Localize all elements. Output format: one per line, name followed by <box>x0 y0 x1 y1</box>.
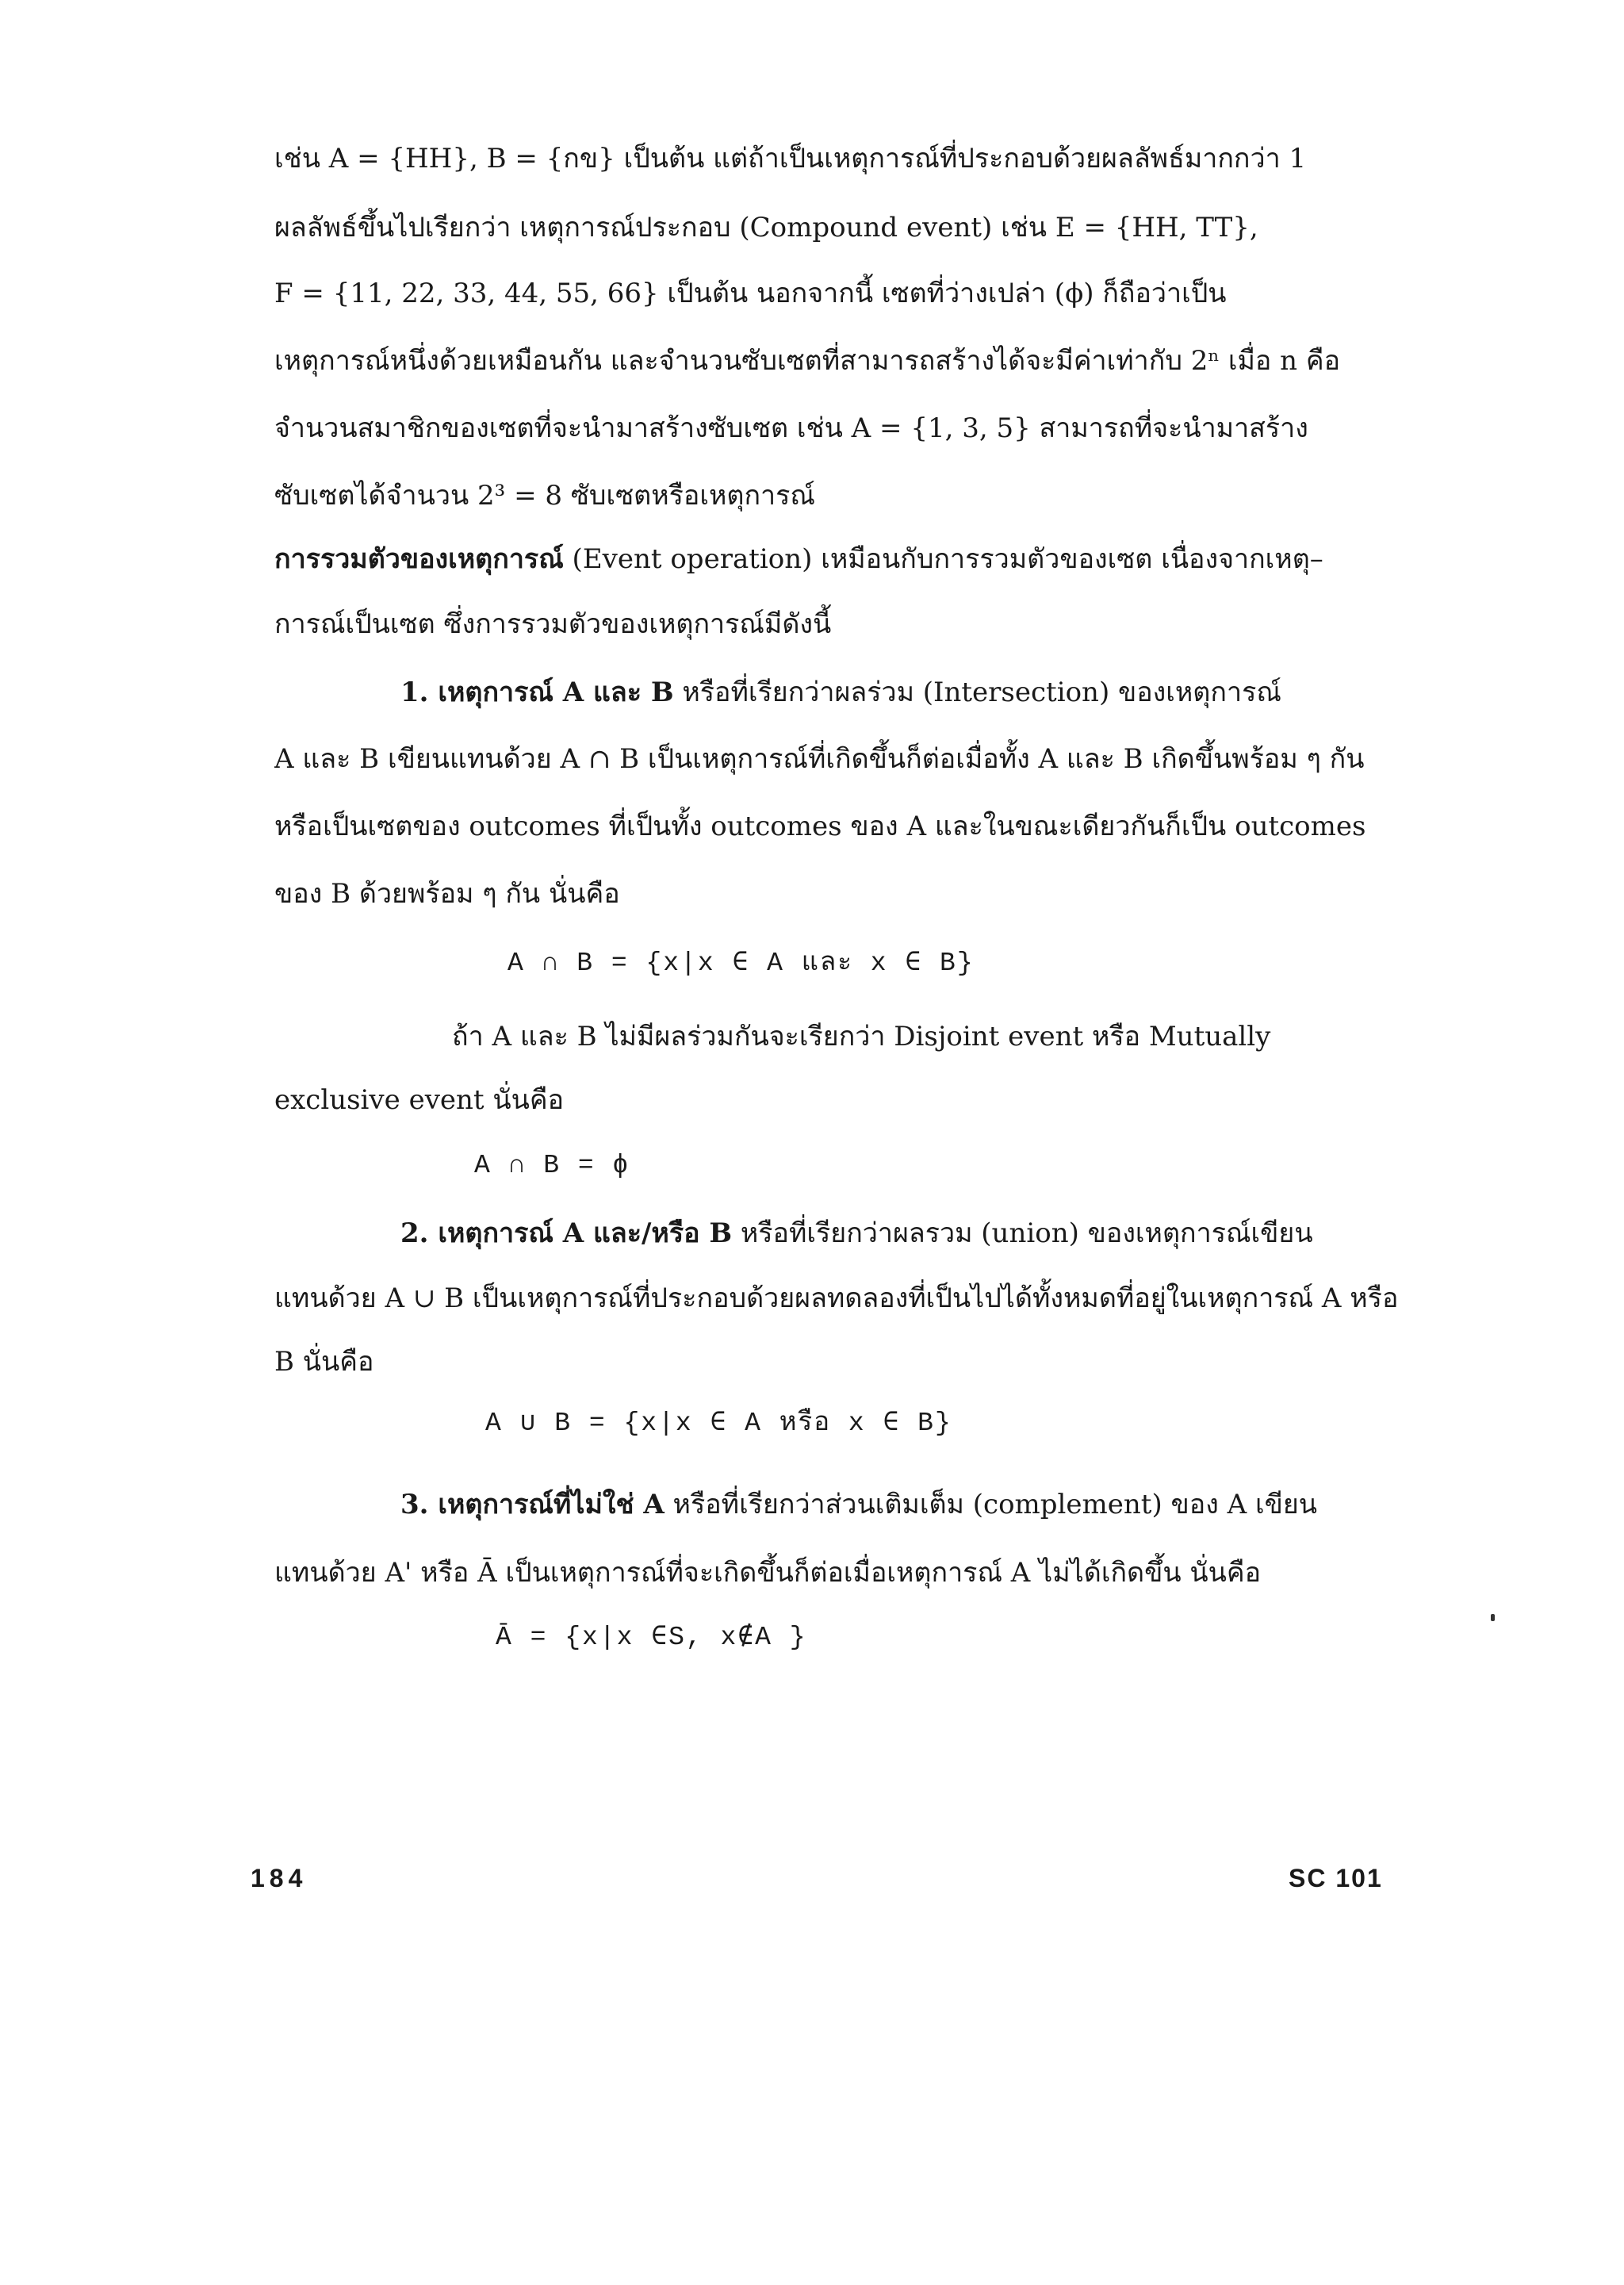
section-2-heading-line <box>400 1213 1400 1253</box>
course-code: SC 101 <box>1289 1864 1383 1892</box>
section-1-line-1: A และ B เขียนแทนด้วย A ∩ B เป็นเหตุการณ์ที่เกิดขึ้นก็ต่อเมื่อทั้ง A และ B เกิดขึ้นพร้อม ๆ กัน <box>274 743 1365 775</box>
section-3-line-1: แทนด้วย A' หรือ Ā เป็นเหตุการณ์ที่จะเกิดขึ้นก็ต่อเมื่อเหตุการณ์ A ไม่ได้เกิดขึ้น นั่นคือ <box>274 1557 1262 1589</box>
event-operation-text: (Event operation) เหมือนกับการรวมตัวของเซต เนื่องจากเหตุ– <box>563 543 1323 575</box>
section-2-heading-text: หรือที่เรียกว่าผลรวม (union) ของเหตุการณ์เขียน <box>732 1217 1313 1249</box>
disjoint-line-2: exclusive event นั่นคือ <box>274 1084 565 1116</box>
section-3-heading-line <box>400 1485 1400 1524</box>
scan-speck <box>1491 1614 1495 1621</box>
section-1-heading-line <box>400 673 1400 712</box>
text-line-2: ผลลัพธ์ขึ้นไปเรียกว่า เหตุการณ์ประกอบ (Compound event) เช่น E = {HH, TT}, <box>274 212 1258 243</box>
page-number: 184 <box>251 1864 308 1892</box>
section-1-heading-text: หรือที่เรียกว่าผลร่วม (Intersection) ของเหตุการณ์ <box>673 677 1281 708</box>
section-1-line-2: หรือเป็นเซตของ outcomes ที่เป็นทั้ง outcomes ของ A และในขณะเดียวกันก็เป็น outcomes <box>274 811 1366 842</box>
complement-formula: Ā = {x|x ∈S, x∉A } <box>496 1623 807 1652</box>
text-line-6: ซับเซตได้จำนวน 2³ = 8 ซับเซตหรือเหตุการณ์ <box>274 480 815 512</box>
section-2-line-1: แทนด้วย A ∪ B เป็นเหตุการณ์ที่ประกอบด้วยผลทดลองที่เป็นไปได้ทั้งหมดที่อยู่ในเหตุการณ์ A หรือ <box>274 1282 1399 1314</box>
section-3-heading-text: หรือที่เรียกว่าส่วนเติมเต็ม (complement) ของ A เขียน <box>664 1489 1317 1520</box>
section-2-heading: 2. เหตุการณ์ A และ/หรือ B <box>400 1217 733 1249</box>
text-line-3: F = {11, 22, 33, 44, 55, 66} เป็นต้น นอกจากนี้ เซตที่ว่างเปล่า (ϕ) ก็ถือว่าเป็น <box>274 278 1227 309</box>
section-2-line-2: B นั่นคือ <box>274 1346 374 1378</box>
intersection-formula: A ∩ B = {x|x ∈ A และ x ∈ B} <box>508 949 975 978</box>
section-1-line-3: ของ B ด้วยพร้อม ๆ กัน นั่นคือ <box>274 878 620 910</box>
section-3-heading: 3. เหตุการณ์ที่ไม่ใช่ A <box>400 1489 665 1520</box>
section-1-heading: 1. เหตุการณ์ A และ B <box>400 677 674 708</box>
event-operation-line-2: การณ์เป็นเซต ซึ่งการรวมตัวของเหตุการณ์มีดังนี้ <box>274 608 832 640</box>
disjoint-line-1: ถ้า A และ B ไม่มีผลร่วมกันจะเรียกว่า Disjoint event หรือ Mutually <box>452 1021 1271 1052</box>
disjoint-formula: A ∩ B = ϕ <box>474 1151 630 1180</box>
text-line-1: เช่น A = {HH}, B = {กข} เป็นต้น แต่ถ้าเป็นเหตุการณ์ที่ประกอบด้วยผลลัพธ์มากกว่า 1 <box>274 143 1307 174</box>
text-line-4: เหตุการณ์หนึ่งด้วยเหมือนกัน และจำนวนซับเซตที่สามารถสร้างได้จะมีค่าเท่ากับ 2ⁿ เมื่อ n คือ <box>274 345 1341 377</box>
text-line-5: จำนวนสมาชิกของเซตที่จะนำมาสร้างซับเซต เช่น A = {1, 3, 5} สามารถที่จะนำมาสร้าง <box>274 412 1308 444</box>
event-operation-heading: การรวมตัวของเหตุการณ์ <box>274 543 564 575</box>
event-operation-line-1 <box>274 539 1400 579</box>
union-formula: A ∪ B = {x|x ∈ A หรือ x ∈ B} <box>485 1409 952 1438</box>
